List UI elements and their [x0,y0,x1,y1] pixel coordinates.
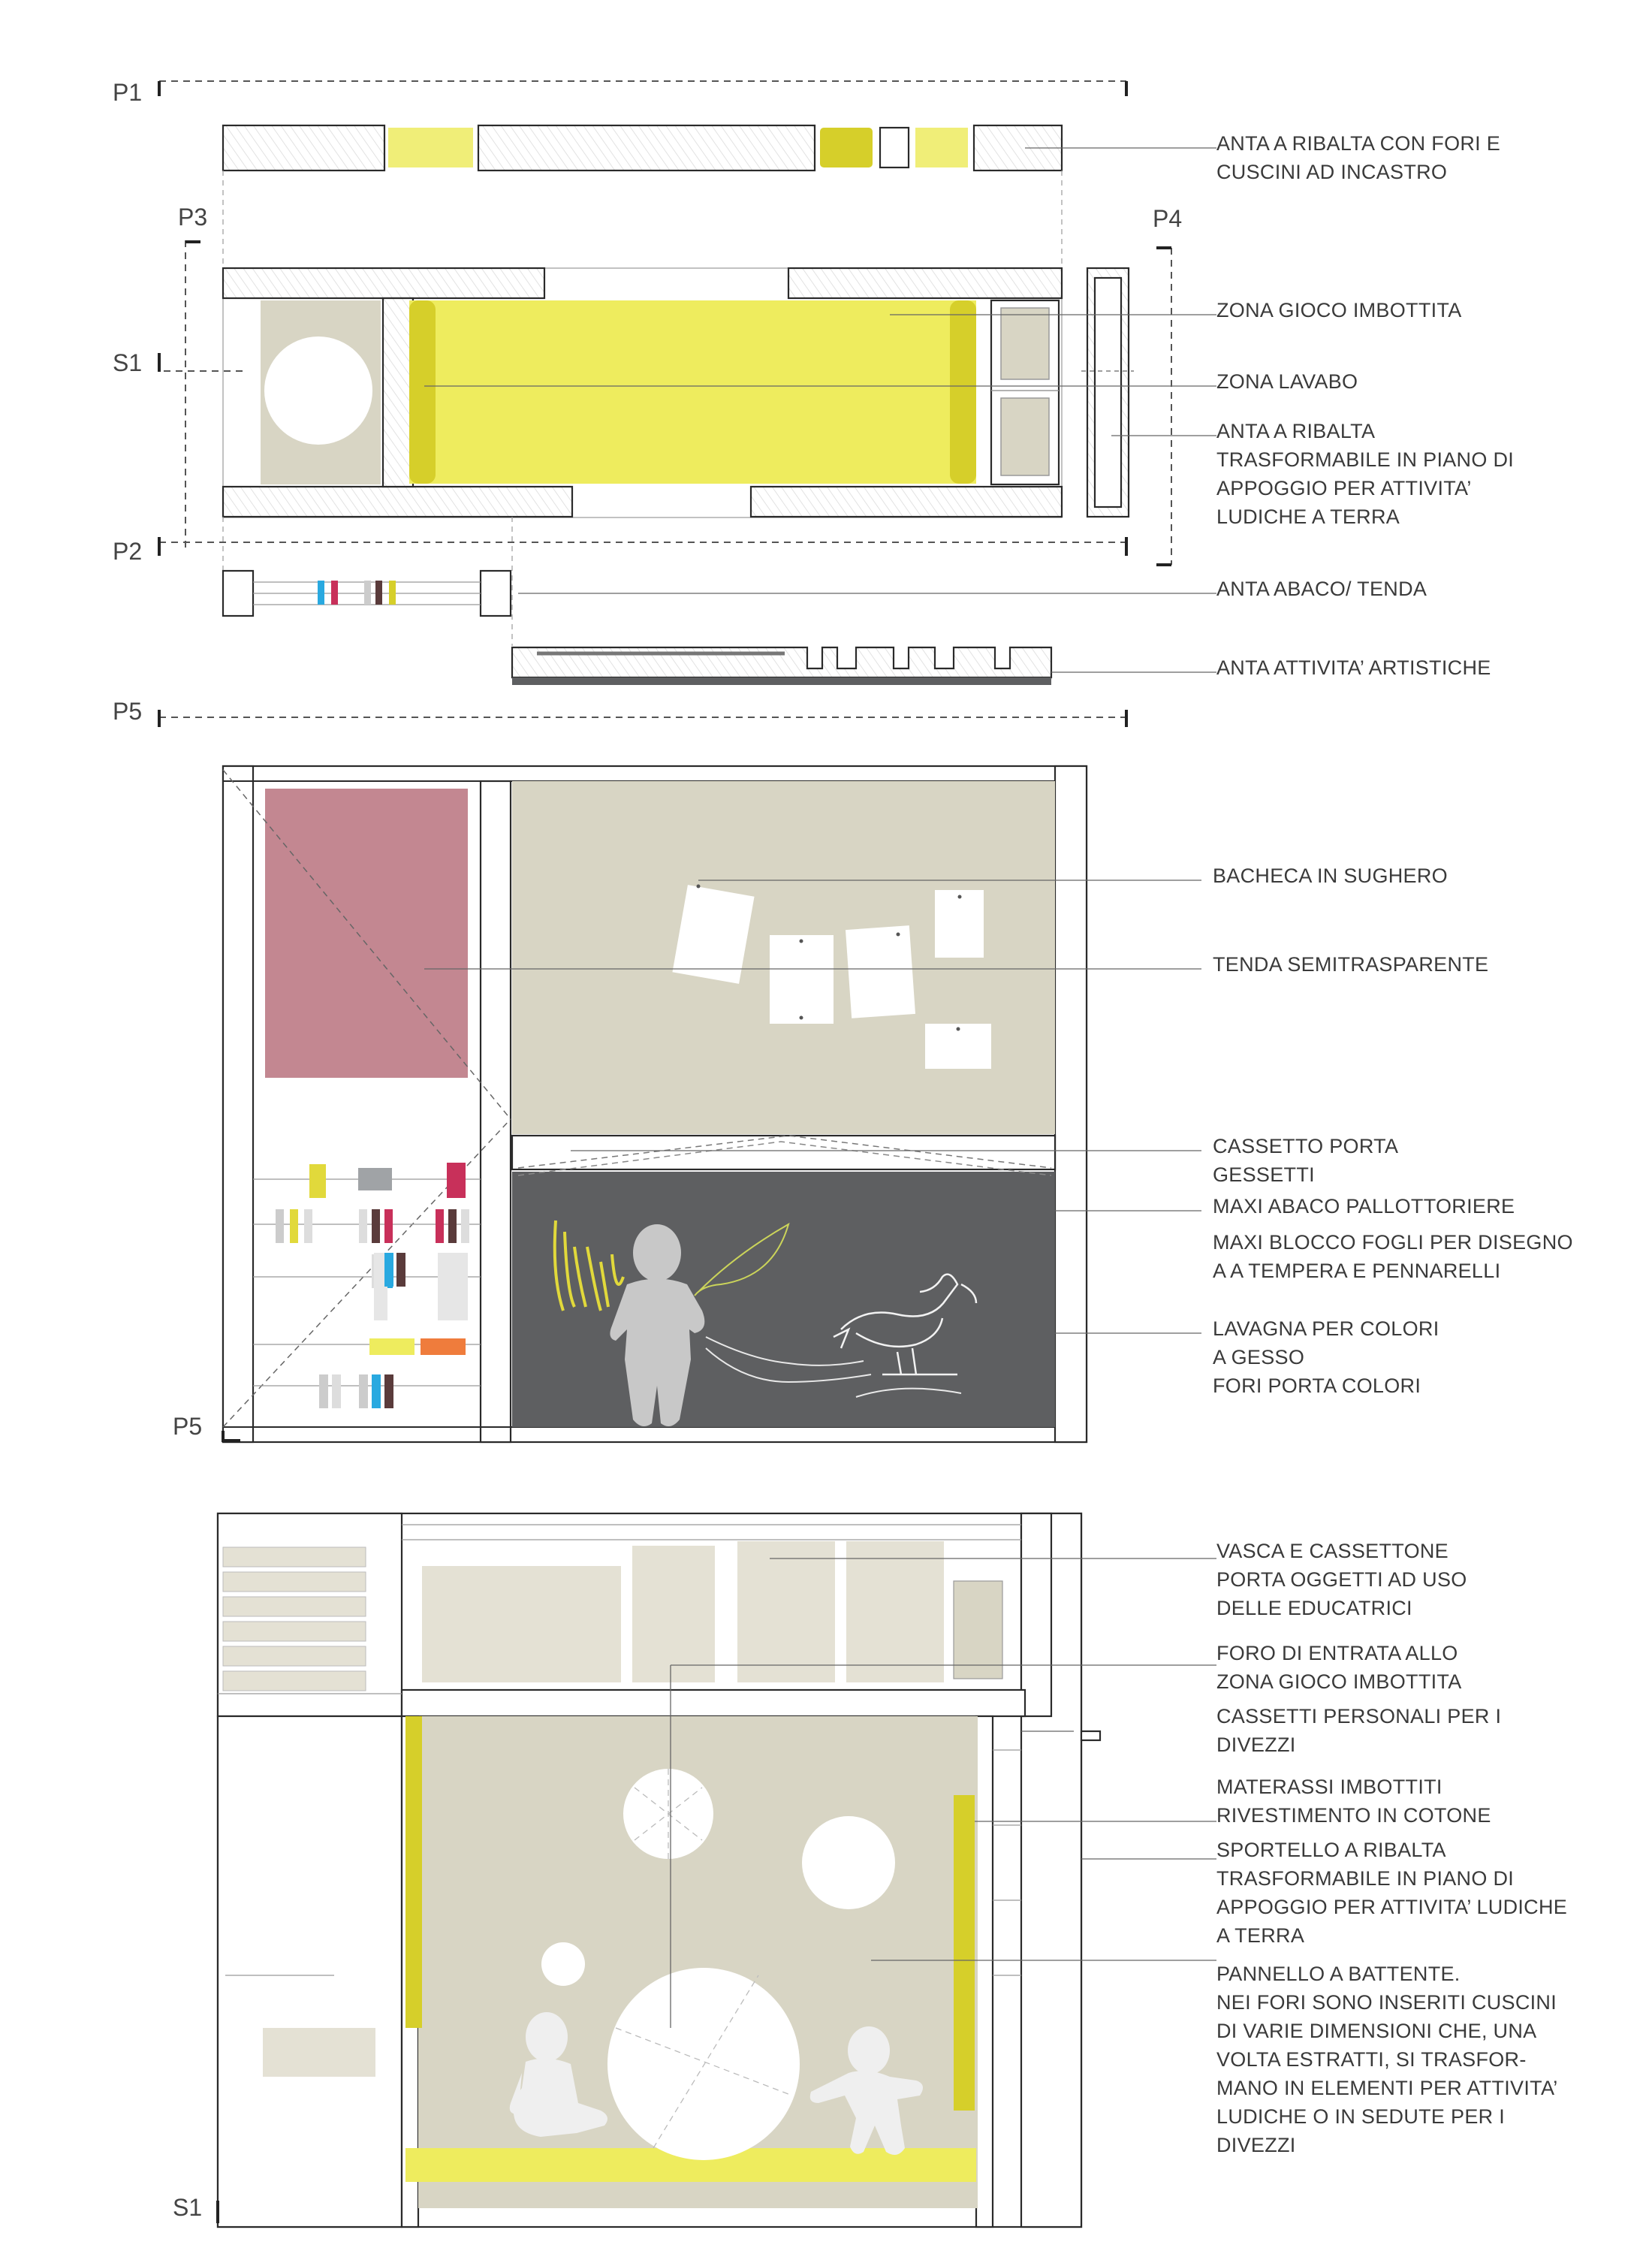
chalkboard [512,1172,1055,1427]
label-hatch-1: SPORTELLO A RIBALTA [1216,1839,1446,1861]
section-label-s1-section: S1 [173,2194,203,2221]
right-flap-handle [1081,1731,1100,1740]
label-swing-panel-7: DIVEZZI [1216,2134,1296,2156]
label-flap-door-1: ANTA A RIBALTA CON FORI E [1216,132,1501,155]
plan-body [223,268,1062,517]
art-activity-door [512,647,1216,685]
label-basin-1: VASCA E CASSETTONE [1216,1540,1449,1562]
s1-annotations [1216,1540,1567,2156]
curtain-panel [265,789,468,1078]
section-label-s1-plan: S1 [113,349,143,376]
label-paper-block-2: A A TEMPERA E PENNARELLI [1213,1260,1501,1282]
section-label-p3: P3 [178,204,208,231]
label-entrance-hole-1: FORO DI ENTRATA ALLO [1216,1642,1458,1664]
label-personal-drawers-1: CASSETTI PERSONALI PER I [1216,1705,1502,1727]
label-swing-panel-6: LUDICHE O IN SEDUTE PER I [1216,2105,1506,2128]
plan-annotations [1216,132,1514,679]
section-line-p3 [178,204,207,548]
label-entrance-hole-2: ZONA GIOCO IMBOTTITA [1216,1670,1462,1693]
label-personal-drawers-2: DIVEZZI [1216,1733,1296,1756]
label-chalkboard-3: FORI PORTA COLORI [1213,1374,1421,1397]
label-chalk-drawer-1: CASSETTO PORTA [1213,1135,1399,1157]
section-label-p2: P2 [113,538,143,565]
top-flap-door [223,125,1216,170]
label-hatch-4: A TERRA [1216,1924,1305,1947]
p5-elevation [173,766,1201,1442]
label-curtain: TENDA SEMITRASPARENTE [1213,953,1489,976]
section-label-p5-elevation: P5 [173,1413,203,1440]
plan-view [113,79,1216,727]
label-swing-panel-2: NEI FORI SONO INSERITI CUSCINI [1216,1991,1557,2014]
label-tilt-door-4: LUDICHE A TERRA [1216,505,1400,528]
section-line-p2 [113,537,1126,565]
p5-annotations [1213,864,1573,1397]
label-hatch-2: TRASFORMABILE IN PIANO DI [1216,1867,1515,1890]
section-line-s1 [113,349,244,376]
section-label-p4: P4 [1153,205,1183,232]
section-line-p4 [1153,205,1182,565]
label-abacus-door: ANTA ABACO/ TENDA [1216,578,1427,600]
label-cork-board: BACHECA IN SUGHERO [1213,864,1448,887]
label-chalk-drawer-2: GESSETTI [1213,1163,1315,1186]
left-panel [263,2028,375,2077]
label-mattress-2: RIVESTIMENTO IN COTONE [1216,1804,1491,1827]
label-maxi-abacus: MAXI ABACO PALLOTTORIERE [1213,1195,1515,1218]
mattress-left [405,1716,422,2028]
label-swing-panel-5: MANO IN ELEMENTI PER ATTIVITA’ [1216,2077,1558,2099]
label-hatch-3: APPOGGIO PER ATTIVITA’ LUDICHE [1216,1896,1568,1918]
abacus-curtain-door [223,571,1216,616]
label-swing-panel-1: PANNELLO A BATTENTE. [1216,1963,1461,1985]
mattress-right [954,1795,975,2111]
label-basin-3: DELLE EDUCATRICI [1216,1597,1412,1619]
label-chalkboard-1: LAVAGNA PER COLORI [1213,1317,1439,1340]
label-basin-2: PORTA OGGETTI AD USO [1216,1568,1467,1591]
label-swing-panel-3: DI VARIE DIMENSIONI CHE, UNA [1216,2020,1537,2042]
label-tilt-door-2: TRASFORMABILE IN PIANO DI [1216,448,1515,471]
chalk-drawer [512,1136,1055,1169]
section-label-p1: P1 [113,79,143,106]
section-label-p5-plan: P5 [113,698,143,725]
label-tilt-door-3: APPOGGIO PER ATTIVITA’ [1216,477,1472,499]
label-chalkboard-2: A GESSO [1213,1346,1305,1368]
section-line-p5-top [113,698,1126,727]
label-tilt-door-1: ANTA A RIBALTA [1216,420,1376,442]
s1-section [173,1513,1216,2227]
label-mattress-1: MATERASSI IMBOTTITI [1216,1776,1442,1798]
label-play-zone: ZONA GIOCO IMBOTTITA [1216,299,1462,321]
label-flap-door-2: CUSCINI AD INCASTRO [1216,161,1448,183]
label-sink-zone: ZONA LAVABO [1216,370,1358,393]
label-art-door: ANTA ATTIVITA’ ARTISTICHE [1216,656,1491,679]
label-paper-block-1: MAXI BLOCCO FOGLI PER DISEGNO [1213,1231,1573,1254]
section-line-p1 [113,79,1126,106]
label-swing-panel-4: VOLTA ESTRATTI, SI TRASFOR- [1216,2048,1527,2071]
